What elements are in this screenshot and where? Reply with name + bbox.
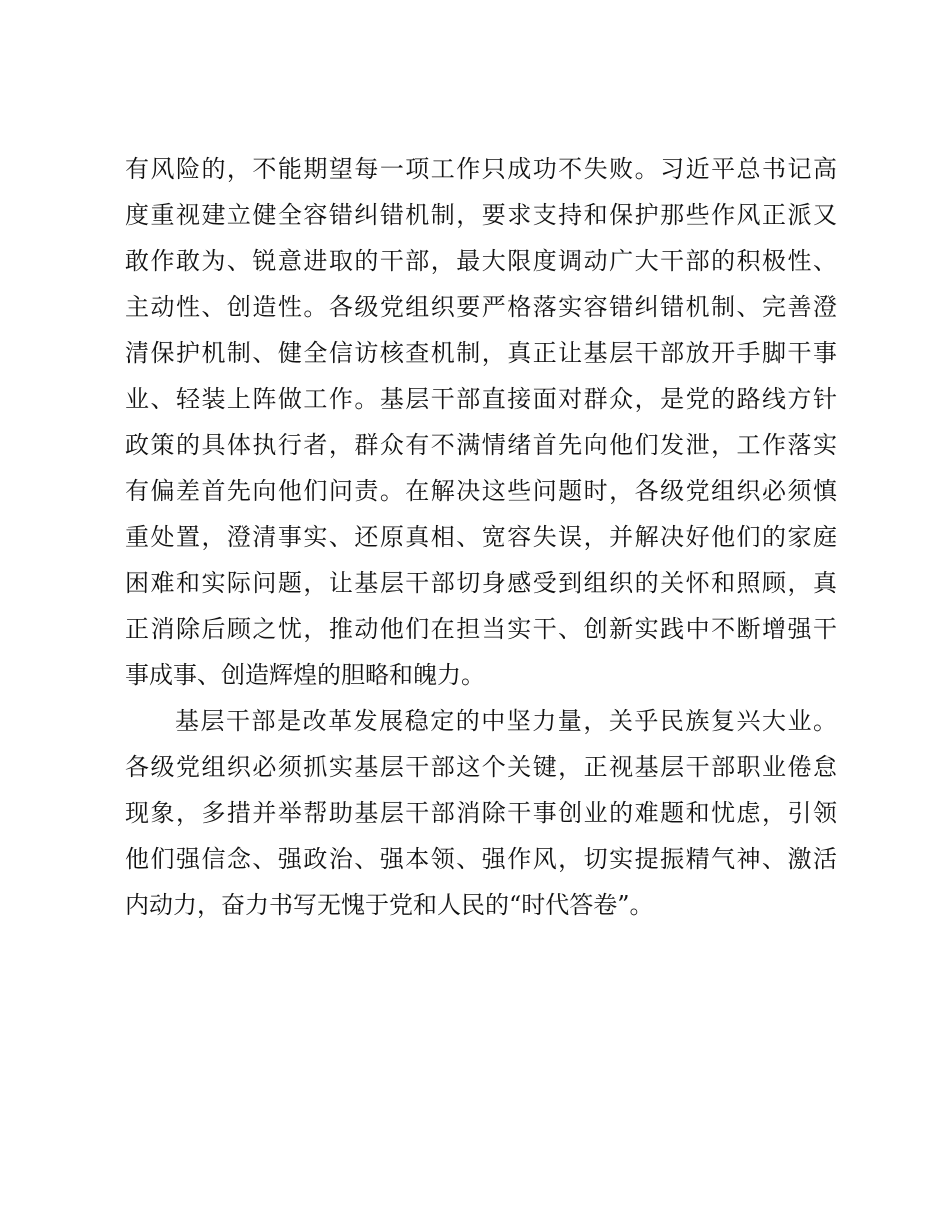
- text-line: 度重视建立健全容错纠错机制，要求支持和保护那些作风正派又: [125, 201, 837, 229]
- text-line: 重处置，澄清事实、还原真相、宽容失误，并解决好他们的家庭: [125, 523, 837, 551]
- text-line: 业、轻装上阵做工作。基层干部直接面对群众，是党的路线方针: [125, 385, 837, 413]
- text-line: 正消除后顾之忧，推动他们在担当实干、创新实践中不断增强干: [125, 615, 837, 643]
- text-line: 敢作敢为、锐意进取的干部，最大限度调动广大干部的积极性、: [125, 247, 837, 275]
- text-line: 有风险的，不能期望每一项工作只成功不失败。习近平总书记高: [125, 155, 837, 183]
- text-line: 事成事、创造辉煌的胆略和魄力。: [125, 661, 485, 689]
- text-line: 主动性、创造性。各级党组织要严格落实容错纠错机制、完善澄: [125, 293, 837, 321]
- text-line: 困难和实际问题，让基层干部切身感受到组织的关怀和照顾，真: [125, 569, 837, 597]
- text-line: 内动力，奋力书写无愧于党和人民的“时代答卷”。: [125, 891, 654, 919]
- text-line: 他们强信念、强政治、强本领、强作风，切实提振精气神、激活: [125, 845, 837, 873]
- document-body: [125, 146, 837, 928]
- text-line: 政策的具体执行者，群众有不满情绪首先向他们发泄，工作落实: [125, 431, 837, 459]
- text-line: 各级党组织必须抓实基层干部这个关键，正视基层干部职业倦怠: [125, 753, 837, 781]
- text-line: 清保护机制、健全信访核查机制，真正让基层干部放开手脚干事: [125, 339, 837, 367]
- text-line: 有偏差首先向他们问责。在解决这些问题时，各级党组织必须慎: [125, 477, 837, 505]
- paragraph-first-line: 基层干部是改革发展稳定的中坚力量，关乎民族复兴大业。: [175, 707, 837, 735]
- text-line: 现象，多措并举帮助基层干部消除干事创业的难题和忧虑，引领: [125, 799, 837, 827]
